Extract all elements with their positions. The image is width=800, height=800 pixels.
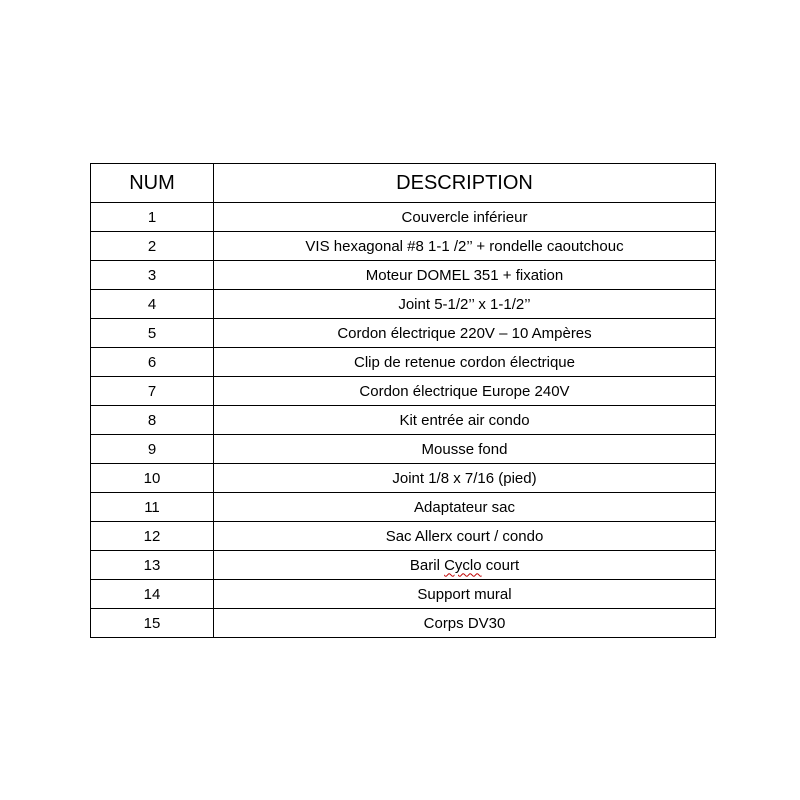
table-row: [91, 609, 716, 638]
table-row: [91, 377, 716, 406]
table-row: [91, 203, 716, 232]
row-num: 10: [91, 464, 214, 493]
row-num: 3: [91, 261, 214, 290]
row-description: Corps DV30: [214, 609, 716, 638]
table-row: [91, 232, 716, 261]
row-num: 1: [91, 203, 214, 232]
table-row: [91, 493, 716, 522]
table-row: [91, 580, 716, 609]
table-row: [91, 290, 716, 319]
row-description: Kit entrée air condo: [214, 406, 716, 435]
table-row: [91, 464, 716, 493]
row-description: Clip de retenue cordon électrique: [214, 348, 716, 377]
table-row: [91, 348, 716, 377]
table-row: [91, 319, 716, 348]
row-description: Moteur DOMEL 351 + fixation: [214, 261, 716, 290]
row-description: Cordon électrique 220V – 10 Ampères: [214, 319, 716, 348]
row-num: 2: [91, 232, 214, 261]
spellcheck-flagged-word: Cyclo: [444, 556, 482, 574]
row-description: Joint 1/8 x 7/16 (pied): [214, 464, 716, 493]
table-row: [91, 435, 716, 464]
table-row: [91, 551, 716, 580]
row-num: 11: [91, 493, 214, 522]
description-text-before: Baril: [409, 556, 445, 574]
row-description: Sac Allerx court / condo: [214, 522, 716, 551]
row-num: 14: [91, 580, 214, 609]
row-num: 15: [91, 609, 214, 638]
header-row: [91, 164, 716, 203]
row-description: Couvercle inférieur: [214, 203, 716, 232]
table-row: [91, 261, 716, 290]
description-text-after: court: [481, 556, 520, 574]
row-description: [214, 551, 716, 580]
row-description: Mousse fond: [214, 435, 716, 464]
row-num: 6: [91, 348, 214, 377]
header-description: DESCRIPTION: [214, 164, 716, 203]
row-num: 9: [91, 435, 214, 464]
row-num: 4: [91, 290, 214, 319]
table-row: [91, 522, 716, 551]
row-num: 8: [91, 406, 214, 435]
row-description: Adaptateur sac: [214, 493, 716, 522]
row-num: 5: [91, 319, 214, 348]
table-row: [91, 406, 716, 435]
row-description: Cordon électrique Europe 240V: [214, 377, 716, 406]
header-num: NUM: [91, 164, 214, 203]
row-num: 7: [91, 377, 214, 406]
parts-table: [90, 163, 716, 638]
row-description: Joint 5-1/2’’ x 1-1/2’’: [214, 290, 716, 319]
row-description: Support mural: [214, 580, 716, 609]
row-num: 13: [91, 551, 214, 580]
row-num: 12: [91, 522, 214, 551]
row-description: VIS hexagonal #8 1-1 /2’’ + rondelle caoutchouc: [214, 232, 716, 261]
